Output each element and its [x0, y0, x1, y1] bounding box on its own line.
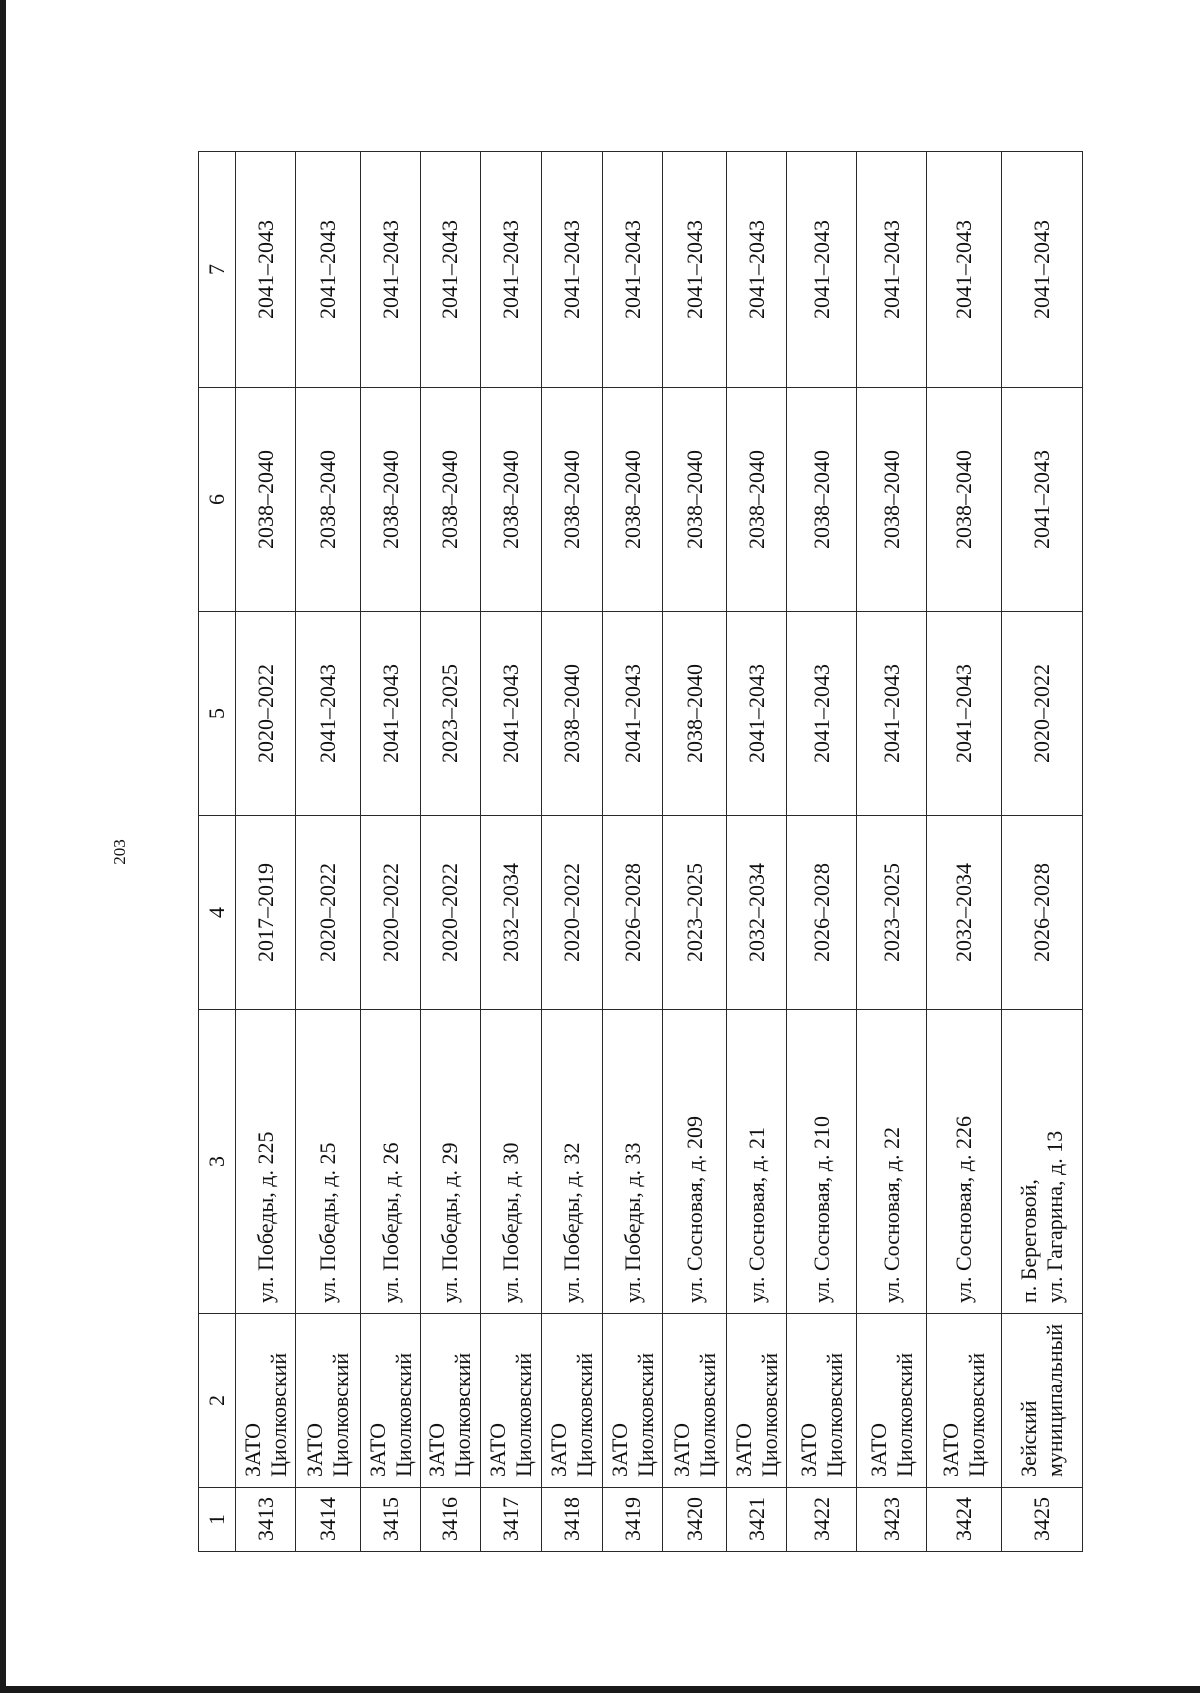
period-col5-cell-line: 2038–2040 — [681, 664, 707, 763]
period-col6-cell-line: 2038–2040 — [951, 450, 976, 549]
address-cell — [1001, 1010, 1082, 1314]
municipality-cell-line: Циолковский — [390, 1352, 416, 1477]
municipality-cell-line: Циолковский — [821, 1352, 847, 1477]
address-cell-line: ул. Сосновая, д. 226 — [951, 1116, 976, 1303]
row-number-cell-line: 3424 — [951, 1497, 976, 1541]
municipality-cell-line: Циолковский — [756, 1352, 782, 1477]
period-col7-cell — [236, 152, 296, 388]
address-cell — [480, 1010, 541, 1314]
period-col5-cell — [857, 612, 927, 816]
period-col5-cell-line: 2041–2043 — [619, 664, 645, 763]
row-number-cell — [787, 1488, 857, 1552]
row-number-cell — [726, 1488, 787, 1552]
row-number-cell-line: 3419 — [619, 1497, 645, 1541]
period-col5-cell-line: 2038–2040 — [558, 664, 584, 763]
row-number-cell — [663, 1488, 726, 1552]
period-col4-cell-line: 2017–2019 — [252, 863, 278, 962]
address-cell — [663, 1010, 726, 1314]
address-cell — [927, 1010, 1001, 1314]
municipality-cell-line: ЗАТО — [606, 1422, 632, 1477]
period-col4-cell-line: 2032–2034 — [743, 863, 769, 962]
period-col6-cell — [927, 388, 1001, 612]
header-cell: 6 — [199, 388, 236, 612]
address-cell — [787, 1010, 857, 1314]
row-number-cell-line: 3413 — [252, 1497, 278, 1541]
period-col4-cell — [361, 816, 421, 1010]
period-col6-cell — [602, 388, 663, 612]
municipality-cell-line: Циолковский — [328, 1352, 354, 1477]
address-cell — [236, 1010, 296, 1314]
row-number-cell-line: 3417 — [497, 1497, 523, 1541]
row-number-cell-line: 3425 — [1028, 1497, 1054, 1541]
row-number-cell-line: 3414 — [315, 1497, 341, 1541]
period-col5-cell-line: 2041–2043 — [743, 664, 769, 763]
period-col7-cell-line: 2041–2043 — [1028, 220, 1054, 319]
period-col4-cell — [236, 816, 296, 1010]
period-col5-cell-line: 2041–2043 — [951, 664, 976, 763]
period-col6-cell — [421, 388, 481, 612]
housing-schedule-table — [198, 151, 1083, 1552]
period-col7-cell-line: 2041–2043 — [808, 220, 834, 319]
period-col7-cell — [421, 152, 481, 388]
period-col6-cell-line: 2038–2040 — [252, 450, 278, 549]
municipality-cell — [663, 1314, 726, 1488]
period-col6-cell — [726, 388, 787, 612]
municipality-cell — [602, 1314, 663, 1488]
period-col6-cell — [787, 388, 857, 612]
address-cell-line: ул. Победы, д. 33 — [619, 1142, 645, 1303]
period-col4-cell — [602, 816, 663, 1010]
period-col6-cell-line: 2038–2040 — [743, 450, 769, 549]
municipality-cell-line: ЗАТО — [364, 1422, 390, 1477]
address-cell-line: п. Береговой, — [1015, 1179, 1041, 1303]
period-col4-cell — [927, 816, 1001, 1010]
period-col7-cell — [295, 152, 360, 388]
period-col6-cell — [1001, 388, 1082, 612]
period-col6-cell — [480, 388, 541, 612]
municipality-cell-line: Зейский — [1015, 1400, 1041, 1477]
scan-edge-bottom — [0, 1686, 1200, 1693]
period-col4-cell-line: 2023–2025 — [878, 863, 904, 962]
period-col4-cell — [421, 816, 481, 1010]
scan-edge-left — [0, 0, 6, 1693]
period-col7-cell-line: 2041–2043 — [878, 220, 904, 319]
row-number-cell — [361, 1488, 421, 1552]
municipality-cell — [480, 1314, 541, 1488]
period-col7-cell-line: 2041–2043 — [619, 220, 645, 319]
period-col4-cell — [295, 816, 360, 1010]
municipality-cell-line: Циолковский — [571, 1352, 597, 1477]
period-col4-cell-line: 2020–2022 — [437, 863, 463, 962]
municipality-cell — [421, 1314, 481, 1488]
period-col6-cell-line: 2038–2040 — [681, 450, 707, 549]
period-col7-cell-line: 2041–2043 — [252, 220, 278, 319]
row-number-cell-line: 3416 — [437, 1497, 463, 1541]
period-col5-cell — [421, 612, 481, 816]
table-row — [361, 152, 421, 1552]
period-col5-cell-line: 2041–2043 — [878, 664, 904, 763]
period-col4-cell — [726, 816, 787, 1010]
address-cell — [602, 1010, 663, 1314]
period-col5-cell-line: 2041–2043 — [497, 664, 523, 763]
period-col7-cell-line: 2041–2043 — [681, 220, 707, 319]
row-number-cell — [602, 1488, 663, 1552]
header-cell: 2 — [199, 1314, 236, 1488]
address-cell-line: ул. Сосновая, д. 22 — [878, 1127, 904, 1303]
header-cell: 3 — [199, 1010, 236, 1314]
period-col5-cell — [927, 612, 1001, 816]
municipality-cell-line: Циолковский — [265, 1352, 291, 1477]
municipality-cell-line: ЗАТО — [865, 1422, 891, 1477]
period-col4-cell-line: 2026–2028 — [1028, 863, 1054, 962]
table-row — [1001, 152, 1082, 1552]
address-cell — [361, 1010, 421, 1314]
address-cell-line: ул. Победы, д. 26 — [377, 1142, 403, 1303]
address-cell-line: ул. Победы, д. 29 — [437, 1142, 463, 1303]
period-col7-cell-line: 2041–2043 — [497, 220, 523, 319]
row-number-cell — [857, 1488, 927, 1552]
period-col6-cell-line: 2038–2040 — [497, 450, 523, 549]
period-col7-cell-line: 2041–2043 — [315, 220, 341, 319]
table-row — [726, 152, 787, 1552]
row-number-cell — [541, 1488, 602, 1552]
municipality-cell-line: муниципальный — [1041, 1323, 1067, 1477]
period-col6-cell-line: 2038–2040 — [619, 450, 645, 549]
period-col5-cell-line: 2020–2022 — [1028, 664, 1054, 763]
period-col7-cell-line: 2041–2043 — [437, 220, 463, 319]
period-col5-cell-line: 2020–2022 — [252, 664, 278, 763]
period-col7-cell — [1001, 152, 1082, 388]
address-cell-line: ул. Победы, д. 25 — [315, 1142, 341, 1303]
header-cell: 7 — [199, 152, 236, 388]
row-number-cell-line: 3415 — [377, 1497, 403, 1541]
address-cell — [421, 1010, 481, 1314]
table-row — [927, 152, 1001, 1552]
municipality-cell-line: ЗАТО — [668, 1422, 694, 1477]
address-cell — [295, 1010, 360, 1314]
municipality-cell — [787, 1314, 857, 1488]
municipality-cell — [1001, 1314, 1082, 1488]
period-col7-cell — [857, 152, 927, 388]
municipality-cell-line: Циолковский — [450, 1352, 476, 1477]
period-col4-cell-line: 2026–2028 — [619, 863, 645, 962]
address-cell-line: ул. Гагарина, д. 13 — [1041, 1130, 1067, 1303]
row-number-cell-line: 3418 — [558, 1497, 584, 1541]
municipality-cell — [295, 1314, 360, 1488]
municipality-cell-line: Циолковский — [510, 1352, 536, 1477]
municipality-cell — [361, 1314, 421, 1488]
period-col6-cell — [295, 388, 360, 612]
table-row — [236, 152, 296, 1552]
period-col7-cell — [787, 152, 857, 388]
period-col7-cell-line: 2041–2043 — [743, 220, 769, 319]
period-col7-cell — [726, 152, 787, 388]
period-col7-cell — [541, 152, 602, 388]
period-col6-cell-line: 2038–2040 — [315, 450, 341, 549]
address-cell-line: ул. Победы, д. 30 — [497, 1142, 523, 1303]
period-col6-cell-line: 2038–2040 — [558, 450, 584, 549]
row-number-cell — [480, 1488, 541, 1552]
period-col6-cell — [236, 388, 296, 612]
period-col5-cell-line: 2041–2043 — [808, 664, 834, 763]
period-col5-cell — [787, 612, 857, 816]
period-col4-cell — [663, 816, 726, 1010]
period-col5-cell — [480, 612, 541, 816]
period-col5-cell — [295, 612, 360, 816]
table-row — [480, 152, 541, 1552]
address-cell-line: ул. Сосновая, д. 210 — [808, 1116, 834, 1303]
municipality-cell-line: Циолковский — [694, 1352, 720, 1477]
period-col7-cell — [927, 152, 1001, 388]
table-row — [421, 152, 481, 1552]
period-col5-cell — [541, 612, 602, 816]
period-col5-cell-line: 2041–2043 — [377, 664, 403, 763]
municipality-cell-line: Циолковский — [964, 1352, 989, 1477]
row-number-cell — [1001, 1488, 1082, 1552]
page-number: 203 — [110, 839, 129, 865]
period-col6-cell-line: 2038–2040 — [878, 450, 904, 549]
period-col7-cell — [663, 152, 726, 388]
table-header-row — [199, 152, 236, 1552]
period-col4-cell-line: 2020–2022 — [558, 863, 584, 962]
row-number-cell-line: 3423 — [878, 1497, 904, 1541]
table-row — [602, 152, 663, 1552]
period-col5-cell — [236, 612, 296, 816]
municipality-cell — [857, 1314, 927, 1488]
period-col5-cell — [361, 612, 421, 816]
municipality-cell-line: Циолковский — [891, 1352, 917, 1477]
period-col6-cell — [663, 388, 726, 612]
period-col4-cell — [541, 816, 602, 1010]
period-col4-cell — [1001, 816, 1082, 1010]
period-col4-cell — [480, 816, 541, 1010]
municipality-cell-line: ЗАТО — [730, 1422, 756, 1477]
row-number-cell — [927, 1488, 1001, 1552]
row-number-cell-line: 3422 — [808, 1497, 834, 1541]
address-cell-line: ул. Сосновая, д. 209 — [681, 1116, 707, 1303]
period-col4-cell — [857, 816, 927, 1010]
rotated-table-wrapper — [198, 152, 1083, 1552]
address-cell — [726, 1010, 787, 1314]
address-cell-line: ул. Победы, д. 225 — [252, 1131, 278, 1303]
address-cell-line: ул. Сосновая, д. 21 — [743, 1127, 769, 1303]
row-number-cell — [295, 1488, 360, 1552]
period-col6-cell-line: 2038–2040 — [437, 450, 463, 549]
address-cell-line: ул. Победы, д. 32 — [558, 1142, 584, 1303]
table-row — [663, 152, 726, 1552]
period-col6-cell — [361, 388, 421, 612]
municipality-cell — [541, 1314, 602, 1488]
period-col7-cell-line: 2041–2043 — [558, 220, 584, 319]
municipality-cell-line: ЗАТО — [795, 1422, 821, 1477]
header-cell: 4 — [199, 816, 236, 1010]
header-cell: 5 — [199, 612, 236, 816]
address-cell — [541, 1010, 602, 1314]
municipality-cell-line: ЗАТО — [239, 1422, 265, 1477]
period-col6-cell-line: 2038–2040 — [377, 450, 403, 549]
municipality-cell-line: ЗАТО — [484, 1422, 510, 1477]
row-number-cell-line: 3420 — [681, 1497, 707, 1541]
municipality-cell-line: ЗАТО — [938, 1422, 963, 1477]
address-cell — [857, 1010, 927, 1314]
municipality-cell-line: ЗАТО — [545, 1422, 571, 1477]
municipality-cell — [726, 1314, 787, 1488]
period-col5-cell — [663, 612, 726, 816]
period-col4-cell-line: 2023–2025 — [681, 863, 707, 962]
period-col6-cell-line: 2041–2043 — [1028, 450, 1054, 549]
period-col4-cell-line: 2032–2034 — [497, 863, 523, 962]
table-row — [857, 152, 927, 1552]
period-col5-cell-line: 2041–2043 — [315, 664, 341, 763]
row-number-cell-line: 3421 — [743, 1497, 769, 1541]
municipality-cell-line: ЗАТО — [302, 1422, 328, 1477]
table-row — [787, 152, 857, 1552]
period-col7-cell-line: 2041–2043 — [377, 220, 403, 319]
municipality-cell-line: Циолковский — [632, 1352, 658, 1477]
period-col5-cell — [726, 612, 787, 816]
period-col4-cell — [787, 816, 857, 1010]
table-row — [541, 152, 602, 1552]
period-col7-cell — [361, 152, 421, 388]
period-col5-cell — [602, 612, 663, 816]
municipality-cell — [927, 1314, 1001, 1488]
period-col4-cell-line: 2032–2034 — [951, 863, 976, 962]
period-col4-cell-line: 2026–2028 — [808, 863, 834, 962]
period-col5-cell — [1001, 612, 1082, 816]
period-col6-cell — [541, 388, 602, 612]
period-col4-cell-line: 2020–2022 — [315, 863, 341, 962]
period-col7-cell-line: 2041–2043 — [951, 220, 976, 319]
period-col6-cell-line: 2038–2040 — [808, 450, 834, 549]
header-cell: 1 — [199, 1488, 236, 1552]
municipality-cell-line: ЗАТО — [424, 1422, 450, 1477]
row-number-cell — [421, 1488, 481, 1552]
period-col7-cell — [480, 152, 541, 388]
period-col5-cell-line: 2023–2025 — [437, 664, 463, 763]
period-col4-cell-line: 2020–2022 — [377, 863, 403, 962]
row-number-cell — [236, 1488, 296, 1552]
period-col7-cell — [602, 152, 663, 388]
period-col6-cell — [857, 388, 927, 612]
municipality-cell — [236, 1314, 296, 1488]
table-row — [295, 152, 360, 1552]
